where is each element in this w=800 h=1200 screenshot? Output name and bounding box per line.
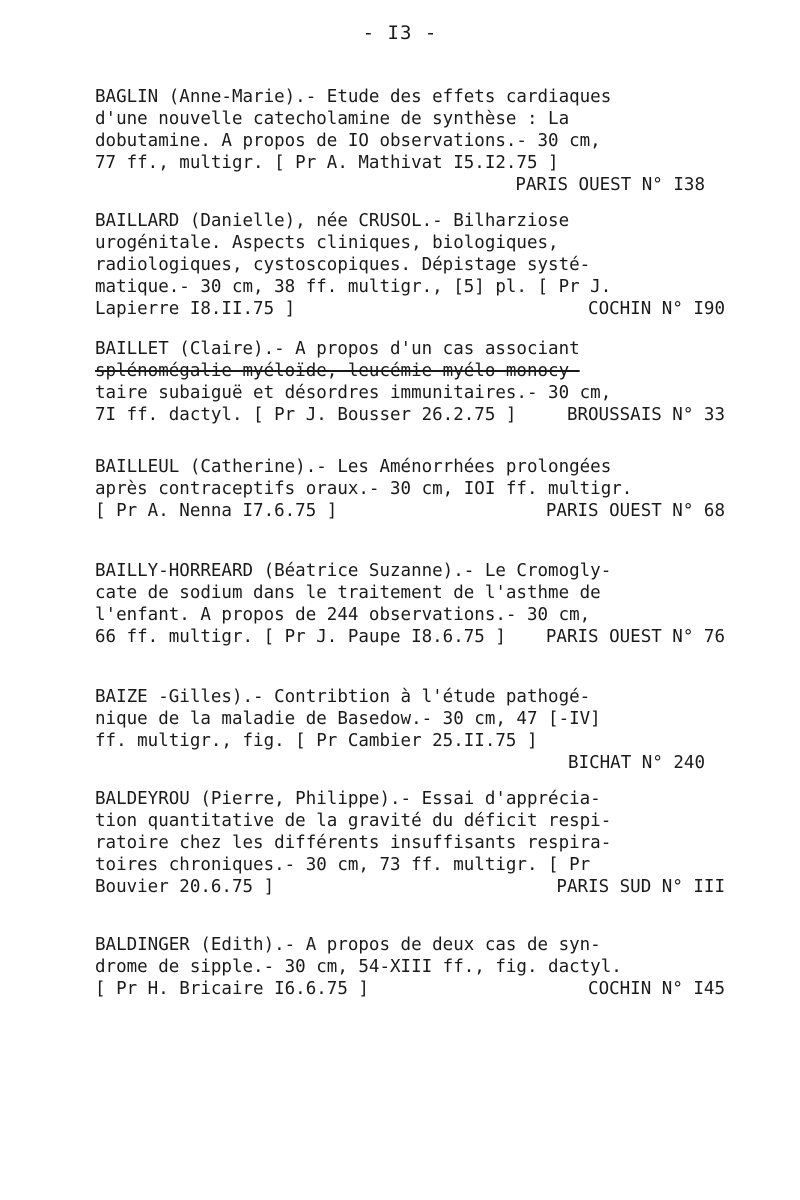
entry-institution: PARIS OUEST N° 68 [545, 501, 725, 521]
entry-line: Bouvier 20.6.75 ] [95, 877, 275, 897]
entry-institution: PARIS OUEST N° 76 [545, 627, 725, 647]
entry-line: ratoire chez les différents insuffisants respira- [95, 833, 612, 853]
entry-line: BAGLIN (Anne-Marie).- Etude des effets cardiaques [95, 87, 612, 107]
entry-institution: COCHIN N° I90 [588, 299, 725, 319]
entry-line: 77 ff., multigr. [ Pr A. Mathivat I5.I2.75 ] [95, 153, 559, 173]
entry-line: matique.- 30 cm, 38 ff. multigr., [5] pl. [ Pr J. [95, 277, 612, 297]
catalog-entry-baglin [95, 86, 735, 196]
entry-institution: PARIS SUD N° III [556, 877, 725, 897]
entry-line: BALDINGER (Edith).- A propos de deux cas de syn- [95, 935, 601, 955]
entry-line: après contraceptifs oraux.- 30 cm, IOI ff. multigr. [95, 479, 633, 499]
entry-line: l'enfant. A propos de 244 observations.- 30 cm, [95, 605, 591, 625]
entry-institution: BICHAT N° 240 [568, 753, 705, 773]
entry-line: Lapierre I8.II.75 ] [95, 299, 296, 319]
catalog-entry-baize [95, 686, 735, 774]
entry-last-row [95, 876, 725, 898]
entry-line: toires chroniques.- 30 cm, 73 ff. multigr. [ Pr [95, 855, 591, 875]
entry-last-row [95, 500, 725, 522]
catalog-entry-baillet [95, 338, 735, 426]
entry-line: radiologiques, cystoscopiques. Dépistage systé- [95, 255, 591, 275]
entry-line: taire subaiguë et désordres immunitaires.- 30 cm, [95, 383, 612, 403]
entry-line: 66 ff. multigr. [ Pr J. Paupe I8.6.75 ] [95, 627, 506, 647]
catalog-entry-baillard [95, 210, 735, 320]
entry-line: BAILLARD (Danielle), née CRUSOL.- Bilharziose [95, 211, 570, 231]
entry-line: cate de sodium dans le traitement de l'asthme de [95, 583, 601, 603]
entry-line: ff. multigr., fig. [ Pr Cambier 25.II.75 ] [95, 731, 538, 751]
catalog-entry-baldeyrou [95, 788, 735, 898]
entry-last-row [95, 404, 725, 426]
entry-line: nique de la maladie de Basedow.- 30 cm, 47 [-IV] [95, 709, 601, 729]
entry-line: urogénitale. Aspects cliniques, biologiques, [95, 233, 559, 253]
entry-line: [ Pr H. Bricaire I6.6.75 ] [95, 979, 369, 999]
entry-institution: PARIS OUEST N° I38 [515, 175, 705, 195]
entry-line: [ Pr A. Nenna I7.6.75 ] [95, 501, 338, 521]
entry-line: BAIZE -Gilles).- Contribtion à l'étude pathogé- [95, 687, 591, 707]
entry-last-row [95, 298, 725, 320]
entry-line: d'une nouvelle catecholamine de synthèse : La [95, 109, 570, 129]
entry-institution: BROUSSAIS N° 33 [566, 405, 725, 425]
catalog-entry-baldinger [95, 934, 735, 1000]
entry-line: 7I ff. dactyl. [ Pr J. Bousser 26.2.75 ] [95, 405, 517, 425]
entry-line: BAILLET (Claire).- A propos d'un cas associant [95, 339, 580, 359]
entry-line: dobutamine. A propos de IO observations.- 30 cm, [95, 131, 601, 151]
entry-line: BAILLEUL (Catherine).- Les Aménorrhées prolongées [95, 457, 612, 477]
entry-line: tion quantitative de la gravité du déficit respi- [95, 811, 612, 831]
entry-line: BAILLY-HORREARD (Béatrice Suzanne).- Le Cromogly- [95, 561, 612, 581]
entry-last-row [95, 978, 725, 1000]
page-number: - I3 - [362, 22, 438, 44]
entry-line-struck: splénomégalie myéloïde, leucémie myélo-monocy- [95, 361, 580, 381]
entry-last-row [95, 626, 725, 648]
entry-line: drome de sipple.- 30 cm, 54-XIII ff., fig. dactyl. [95, 957, 622, 977]
entry-institution: COCHIN N° I45 [588, 979, 725, 999]
entry-line: BALDEYROU (Pierre, Philippe).- Essai d'apprécia- [95, 789, 601, 809]
catalog-entry-bailleul [95, 456, 735, 522]
catalog-entry-bailly-horreard [95, 560, 735, 648]
